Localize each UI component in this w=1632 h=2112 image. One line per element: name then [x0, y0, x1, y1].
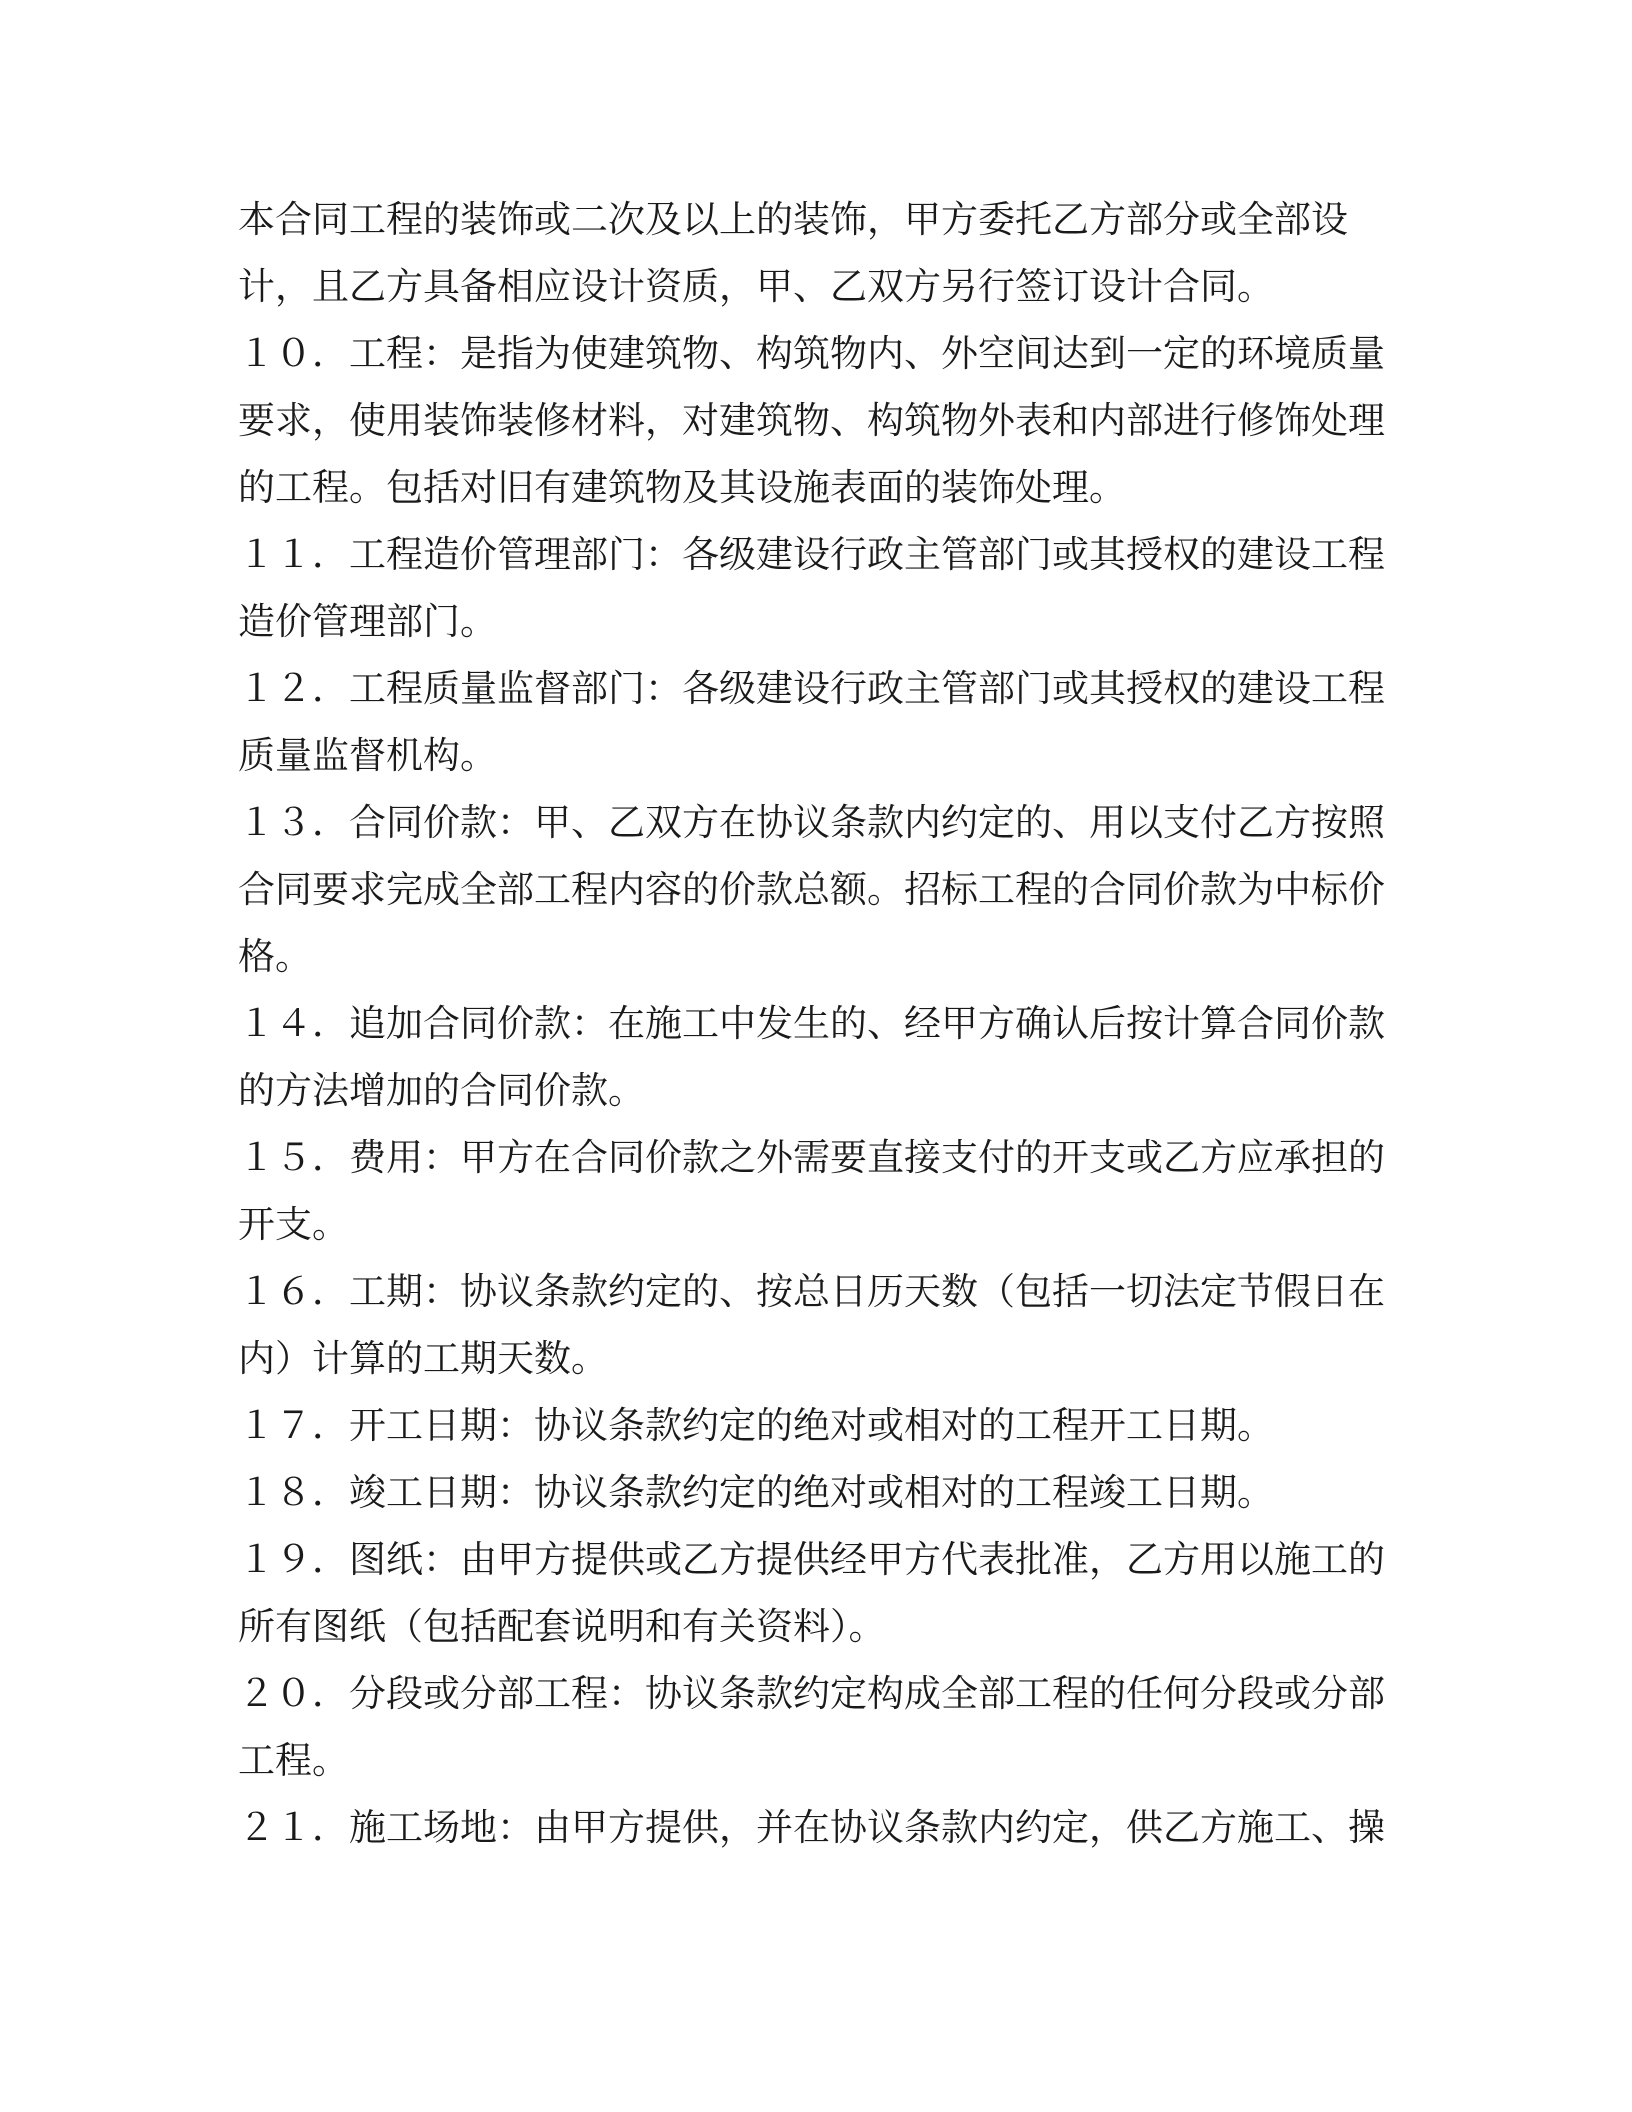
text-line: 的工程。包括对旧有建筑物及其设施表面的装饰处理。: [238, 466, 1126, 509]
contract-text: [238, 186, 1394, 1861]
text-line: 所有图纸（包括配套说明和有关资料）。: [238, 1605, 886, 1648]
text-line: １５．费用：甲方在合同价款之外需要直接支付的开支或乙方应承担的: [238, 1136, 1385, 1179]
text-line: ２１．施工场地：由甲方提供，并在协议条款内约定，供乙方施工、操: [238, 1806, 1385, 1849]
text-line: １０．工程：是指为使建筑物、构筑物内、外空间达到一定的环境质量: [238, 332, 1385, 375]
text-line: １４．追加合同价款：在施工中发生的、经甲方确认后按计算合同价款: [238, 1002, 1385, 1045]
text-line: １１．工程造价管理部门：各级建设行政主管部门或其授权的建设工程: [238, 533, 1385, 576]
text-line: １３．合同价款：甲、乙双方在协议条款内约定的、用以支付乙方按照: [238, 801, 1385, 844]
text-line: 的方法增加的合同价款。: [238, 1069, 645, 1112]
text-line: 计，且乙方具备相应设计资质，甲、乙双方另行签订设计合同。: [238, 265, 1274, 308]
text-line: １２．工程质量监督部门：各级建设行政主管部门或其授权的建设工程: [238, 667, 1385, 710]
text-line: 造价管理部门。: [238, 600, 497, 643]
text-line: １９．图纸：由甲方提供或乙方提供经甲方代表批准，乙方用以施工的: [238, 1538, 1385, 1581]
text-line: 工程。: [238, 1739, 349, 1782]
text-line: 合同要求完成全部工程内容的价款总额。招标工程的合同价款为中标价: [238, 868, 1385, 911]
text-line: 格。: [238, 935, 312, 978]
text-line: ２０．分段或分部工程：协议条款约定构成全部工程的任何分段或分部: [238, 1672, 1385, 1715]
text-line: １８．竣工日期：协议条款约定的绝对或相对的工程竣工日期。: [238, 1471, 1274, 1514]
text-line: １７．开工日期：协议条款约定的绝对或相对的工程开工日期。: [238, 1404, 1274, 1447]
text-line: １６．工期：协议条款约定的、按总日历天数（包括一切法定节假日在: [238, 1270, 1385, 1313]
text-line: 内）计算的工期天数。: [238, 1337, 608, 1380]
text-line: 开支。: [238, 1203, 349, 1246]
text-line: 要求，使用装饰装修材料，对建筑物、构筑物外表和内部进行修饰处理: [238, 399, 1385, 442]
text-line: 质量监督机构。: [238, 734, 497, 777]
text-line: 本合同工程的装饰或二次及以上的装饰，甲方委托乙方部分或全部设: [238, 198, 1348, 241]
